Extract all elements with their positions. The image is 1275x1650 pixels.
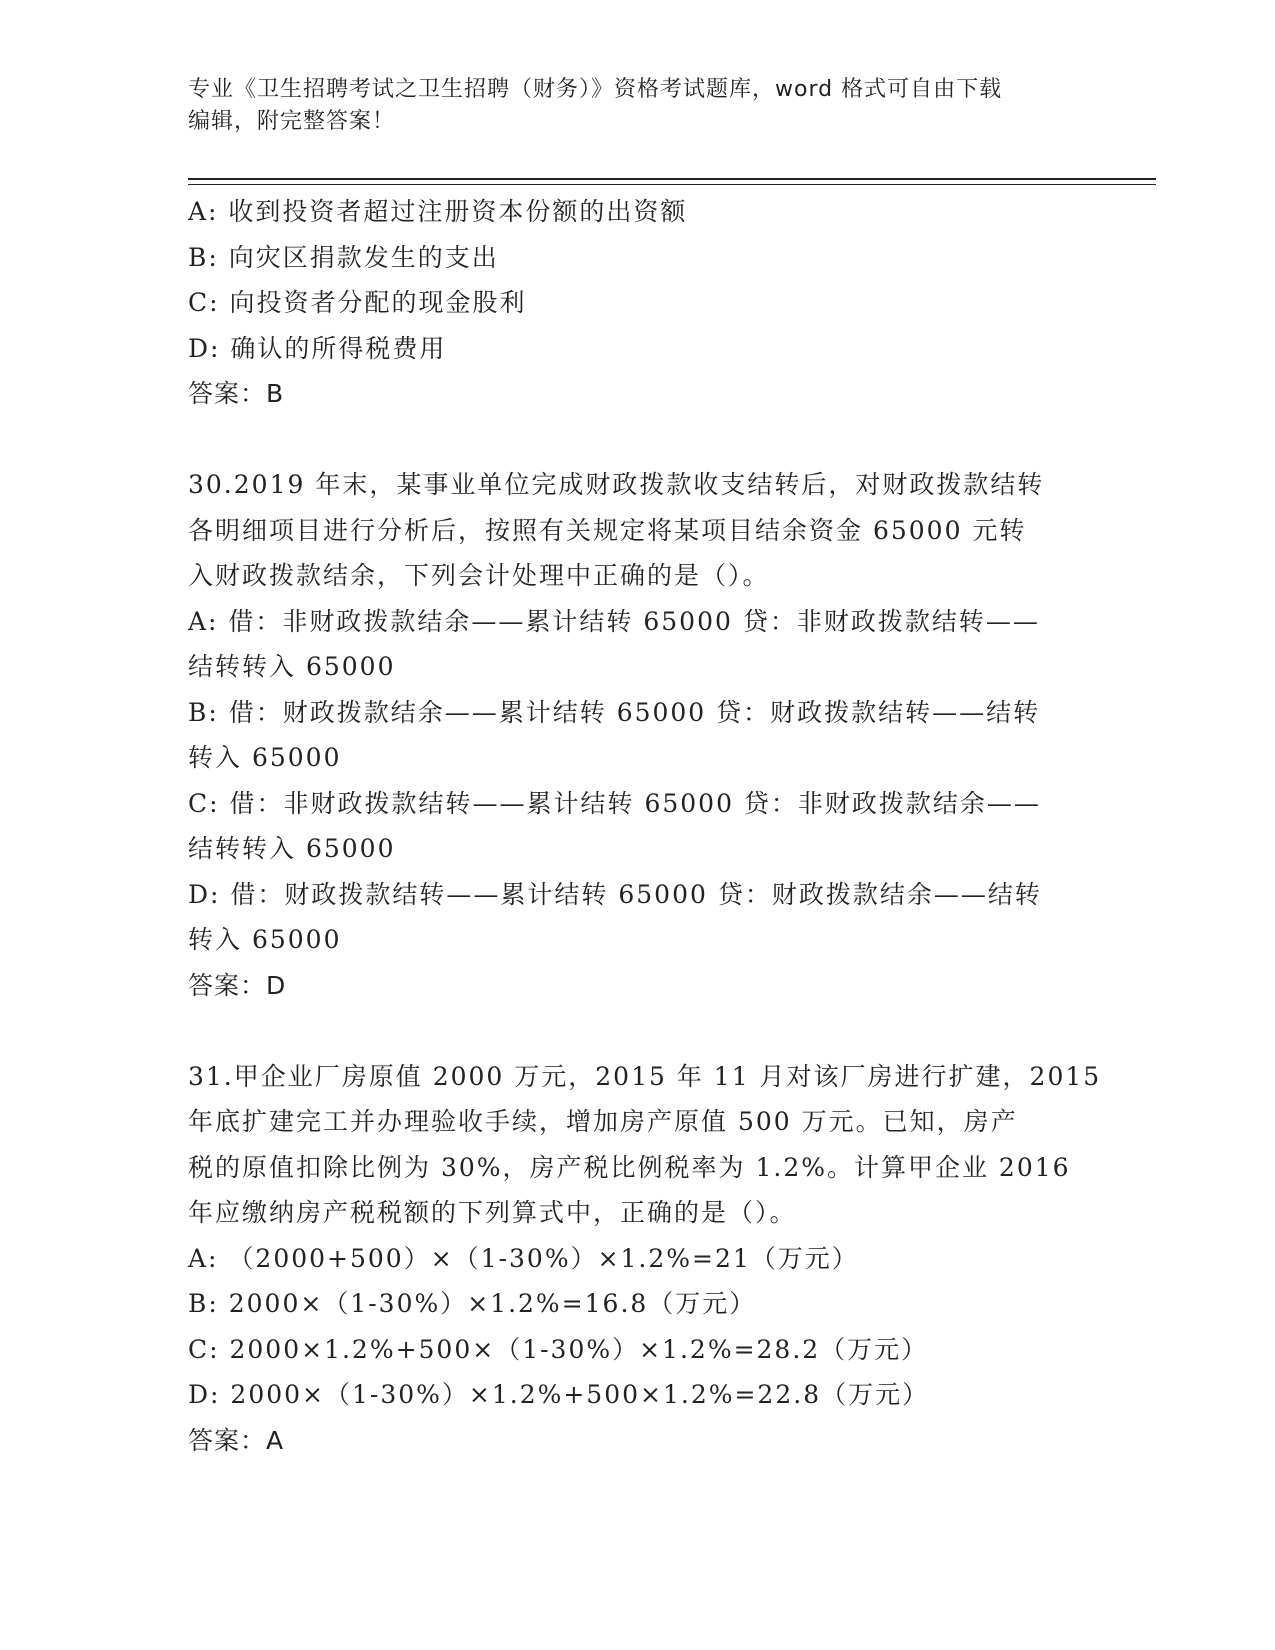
answer-line: 答案：B [188,379,285,408]
header-divider-thin [188,184,1156,185]
question-stem-line: 入财政拨款结余，下列会计处理中正确的是（）。 [188,561,770,590]
option-b: B: 向灾区捐款发生的支出 [188,242,499,272]
question-stem-line: 31.甲企业厂房原值 2000 万元，2015 年 11 月对该厂房进行扩建，2015 [188,1061,1102,1091]
question-31 [188,1054,1102,1464]
option-a-continued: 结转转入 65000 [188,652,396,681]
question-stem-line: 各明细项目进行分析后，按照有关规定将某项目结余资金 65000 元转 [188,515,1027,545]
question-stem-line: 税的原值扣除比例为 30%，房产税比例税率为 1.2%。计算甲企业 2016 [188,1152,1071,1182]
option-b: B: 2000×（1-30%）×1.2%=16.8（万元） [188,1289,757,1318]
question-content [188,189,1102,1463]
option-d: D: 确认的所得税费用 [188,333,447,363]
question-stem-line: 30.2019 年末，某事业单位完成财政拨款收支结转后，对财政拨款结转 [188,470,1045,499]
option-d-continued: 转入 65000 [188,925,342,954]
option-c-continued: 结转转入 65000 [188,834,396,863]
option-a: A: 借：非财政拨款结余——累计结转 65000 贷：非财政拨款结转—— [188,606,1040,636]
option-d: D: 2000×（1-30%）×1.2%+500×1.2%=22.8（万元） [188,1380,930,1409]
answer-line: 答案：D [188,970,287,1000]
option-b: B: 借：财政拨款结余——累计结转 65000 贷：财政拨款结转——结转 [188,697,1041,727]
option-d: D: 借：财政拨款结转——累计结转 65000 贷：财政拨款结余——结转 [188,879,1042,909]
header-line-1: 专业《卫生招聘考试之卫生招聘（财务）》资格考试题库，word 格式可自由下载 [188,77,1003,102]
option-c: C: 借：非财政拨款结转——累计结转 65000 贷：非财政拨款结余—— [188,788,1041,818]
option-b-continued: 转入 65000 [188,743,342,772]
question-stem-line: 年应缴纳房产税税额的下列算式中，正确的是（）。 [188,1198,797,1227]
spacer [188,1008,1088,1054]
header-divider-thick [188,178,1156,180]
option-a: A: 收到投资者超过注册资本份额的出资额 [188,197,688,226]
document-header [188,74,1088,138]
spacer [188,417,1088,463]
question-30 [188,462,1088,1008]
header-line-2: 编辑，附完整答案！ [188,109,396,134]
question-stem-line: 年底扩建完工并办理验收手续，增加房产原值 500 万元。已知，房产 [188,1107,1018,1136]
option-c: C: 向投资者分配的现金股利 [188,288,527,317]
option-a: A: （2000+500）×（1-30%）×1.2%=21（万元） [188,1243,859,1273]
answer-line: 答案：A [188,1425,285,1455]
option-c: C: 2000×1.2%+500×（1-30%）×1.2%=28.2（万元） [188,1334,929,1364]
previous-question [188,189,1088,417]
